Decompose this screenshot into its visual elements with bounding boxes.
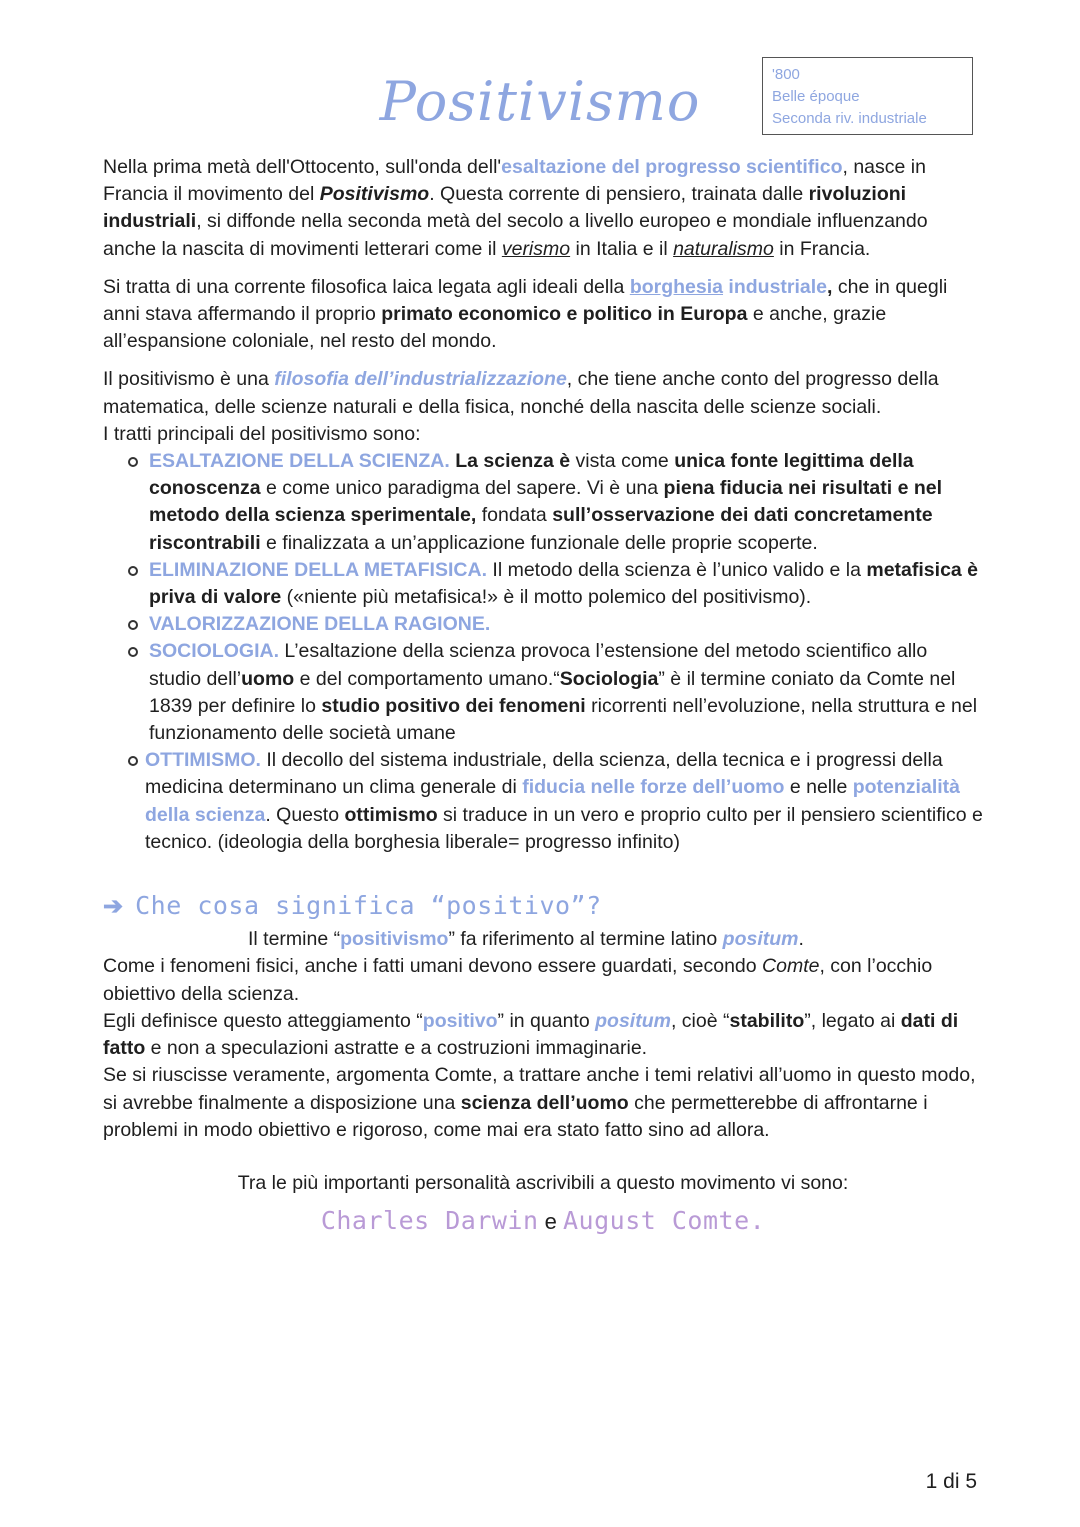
section-heading: ➔ Che cosa significa “positivo”? [103, 891, 602, 921]
page-number: 1 di 5 [925, 1470, 977, 1493]
context-century: '800 [772, 66, 800, 83]
document-body [103, 154, 983, 1237]
name-darwin: Charles Darwin [320, 1206, 539, 1236]
list-item: SOCIOLOGIA. L’esaltazione della scienza provoca l’estensione del metodo scientifico allo studio dell’uomo e del comportamento umano.“Sociologia” è il termine coniato da Comte nel 1839 per definire lo studio positivo dei fenomeni ricorrenti nell’evoluzione, nella struttura e nel funzionamento delle società umane [103, 638, 983, 747]
list-item: ESALTAZIONE DELLA SCIENZA. La scienza è vista come unica fonte legittima della conoscenza e come unico paradigma del sapere. Vi è una piena fiducia nei risultati e nel metodo della scienza sperimentale, fondata sull’osservazione dei dati concretamente riscontrabili e finalizzata a un’applicazione funzionale delle proprie scoperte. [103, 448, 983, 557]
context-era: Belle époque [772, 88, 860, 105]
key-figures: Charles Darwin e August Comte. [320, 1206, 766, 1236]
list-item: VALORIZZAZIONE DELLA RAGIONE. [103, 611, 983, 638]
paragraph-industrialization: Il positivismo è una filosofia dell’industrializzazione, che tiene anche conto del progresso della matematica, delle scienze naturali e della fisica, nonché della nascita delle scienze sociali. I tratti principali del positivismo sono: [103, 368, 939, 445]
paragraph-science-of-man: Se si riuscisse veramente, argomenta Comte, a trattare anche i temi relativi all’uomo in questo modo, si avrebbe finalmente a disposizione una scienza dell’uomo che permetterebbe di affrontarne i problemi in modo obiettivo e rigoroso, come mai era stato fatto sino ad allora. [103, 1064, 976, 1141]
context-box [762, 57, 973, 135]
closing-line: Tra le più importanti personalità ascrivibili a questo movimento vi sono: [237, 1171, 849, 1194]
paragraph-term: Il termine “positivismo” fa riferimento al termine latino positum. [248, 928, 804, 951]
paragraph-bourgeoisie: Si tratta di una corrente filosofica laica legata agli ideali della borghesia industriale, che in quegli anni stava affermando il proprio primato economico e politico in Europa e anche, grazie all’espansione coloniale, nel resto del mondo. [103, 275, 948, 353]
context-revolution: Seconda riv. industriale [772, 110, 927, 127]
section-body [103, 926, 983, 1144]
list-item: OTTIMISMO. Il decollo del sistema industriale, della scienza, della tecnica e i progressi della medicina determinano un clima generale di fiducia nelle forze dell’uomo e nelle potenzialità della scienza. Questo ottimismo si traduce in un vero e proprio culto per il pensiero scientifico e tecnico. (ideologia della borghesia liberale= progresso infinito) [103, 747, 983, 856]
paragraph-definition: Egli definisce questo atteggiamento “positivo” in quanto positum, cioè “stabilito”, legato ai dati di fatto e non a speculazioni astratte e a costruzioni immaginarie. [103, 1009, 959, 1060]
list-item: ELIMINAZIONE DELLA METAFISICA. Il metodo della scienza è l’unico valido e la metafisica è priva di valore («niente più metafisica!» è il motto polemico del positivismo). [103, 557, 983, 611]
page-title: Positivismo [379, 70, 701, 133]
name-comte: August Comte. [563, 1206, 766, 1236]
paragraph-comte: Come i fenomeni fisici, anche i fatti umani devono essere guardati, secondo Comte, con l’occhio obiettivo della scienza. [103, 955, 933, 1005]
features-list [103, 448, 983, 856]
arrow-right-icon: ➔ [103, 893, 124, 921]
paragraph-intro: Nella prima metà dell'Ottocento, sull'onda dell'esaltazione del progresso scientifico, nasce in Francia il movimento del Positivismo. Questa corrente di pensiero, trainata dalle rivoluzioni industriali, si diffonde nella seconda metà del secolo a livello europeo e mondiale influenzando anche la nascita di movimenti letterari come il verismo in Italia e il naturalismo in Francia. [103, 156, 928, 260]
